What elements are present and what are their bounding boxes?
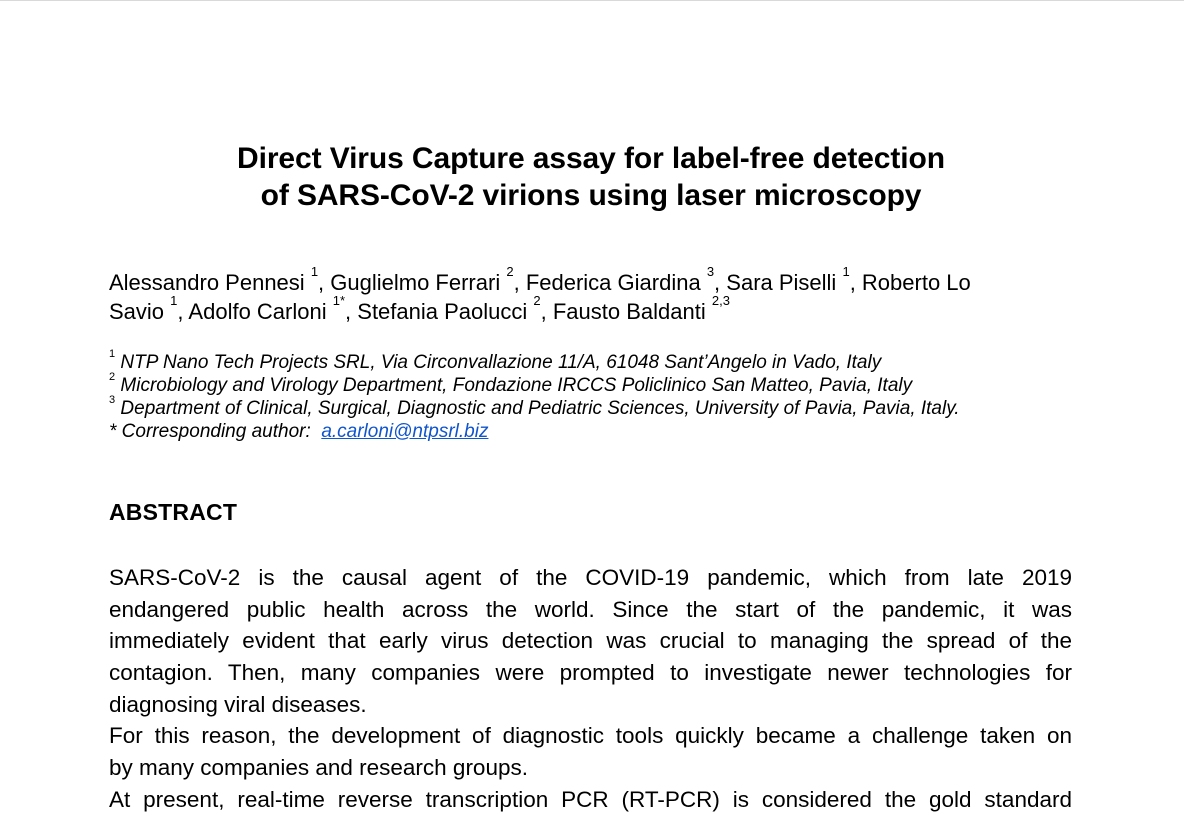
author-affiliation-mark: 2 xyxy=(533,293,541,308)
affiliation-text: NTP Nano Tech Projects SRL, Via Circonvallazione 11/A, 61048 Sant’Angelo in Vado, Italy xyxy=(120,352,882,373)
author-name: Federica Giardina xyxy=(525,270,701,295)
author-name-first-part: Roberto Lo xyxy=(861,270,971,295)
author-name-second-part: Savio xyxy=(109,299,165,324)
affiliation-item xyxy=(109,371,1089,397)
affiliation-item xyxy=(109,394,1089,420)
author-name: Guglielmo Ferrari xyxy=(330,270,501,295)
author-list xyxy=(109,264,1079,326)
paper-title xyxy=(0,140,1182,214)
author-name: Fausto Baldanti xyxy=(552,299,706,324)
author-affiliation-mark: 3 xyxy=(706,264,715,279)
author-line-2: Savio $^1$, Adolfo Carloni $^{1*}$, Stefania Paolucci $^2$, Fausto Baldanti $^{2,3}$ xyxy=(109,293,730,324)
abstract-heading: ABSTRACT xyxy=(109,499,238,525)
affiliation-item xyxy=(109,348,1089,374)
author-affiliation-mark: 1 xyxy=(842,264,850,279)
affiliation-mark: 2 xyxy=(109,371,116,383)
author-affiliation-mark: 1 xyxy=(170,293,178,308)
title-line-1: Direct Virus Capture assay for label-free detection xyxy=(237,142,945,175)
author-affiliation-mark: 2,3 xyxy=(711,293,730,308)
abstract-line: by many companies and research groups. xyxy=(109,755,528,781)
abstract-line: contagion. Then, many companies were prompted to investigate newer technologies for xyxy=(109,660,1072,686)
author-affiliation-mark: 1 xyxy=(310,264,319,279)
corresponding-label: * Corresponding author: xyxy=(109,421,311,442)
abstract-line: For this reason, the development of diagnostic tools quickly became a challenge taken on xyxy=(109,723,1072,749)
affiliation-mark: 1 xyxy=(109,348,116,360)
author-name: Adolfo Carloni xyxy=(188,299,327,324)
author-name: Stefania Paolucci xyxy=(357,299,528,324)
author-name: Alessandro Pennesi xyxy=(109,270,305,295)
affiliation-mark: 3 xyxy=(109,394,116,406)
affiliation-text: Department of Clinical, Surgical, Diagnostic and Pediatric Sciences, University of Pavia, Pavia, Italy. xyxy=(120,398,960,419)
author-name: Sara Piselli xyxy=(726,270,837,295)
author-affiliation-mark: 2 xyxy=(506,264,514,279)
corresponding-email-link[interactable]: a.carloni@ntpsrl.biz xyxy=(321,421,489,442)
affiliation-text: Microbiology and Virology Department, Fondazione IRCCS Policlinico San Matteo, Pavia, Italy xyxy=(120,375,913,396)
abstract-line: immediately evident that early virus detection was crucial to managing the spread of the xyxy=(109,628,1072,654)
abstract-line: At present, real-time reverse transcription PCR (RT-PCR) is considered the gold standard xyxy=(109,786,1072,812)
title-line-2: of SARS-CoV-2 virions using laser microscopy xyxy=(260,179,922,212)
corresponding-author xyxy=(109,420,1089,443)
abstract-line: diagnosing viral diseases. xyxy=(109,691,367,717)
abstract-line: endangered public health across the world. Since the start of the pandemic, it was xyxy=(109,596,1072,622)
author-affiliation-mark: 1* xyxy=(332,293,346,308)
abstract-body xyxy=(109,562,1072,816)
abstract-line: SARS-CoV-2 is the causal agent of the COVID-19 pandemic, which from late 2019 xyxy=(109,565,1072,590)
author-line-1: Alessandro Pennesi $^1$, Guglielmo Ferrari $^2$, Federica Giardina $^3$, Sara Piselli $^1$, Roberto Lo xyxy=(109,264,971,295)
affiliation-list xyxy=(109,348,1089,443)
